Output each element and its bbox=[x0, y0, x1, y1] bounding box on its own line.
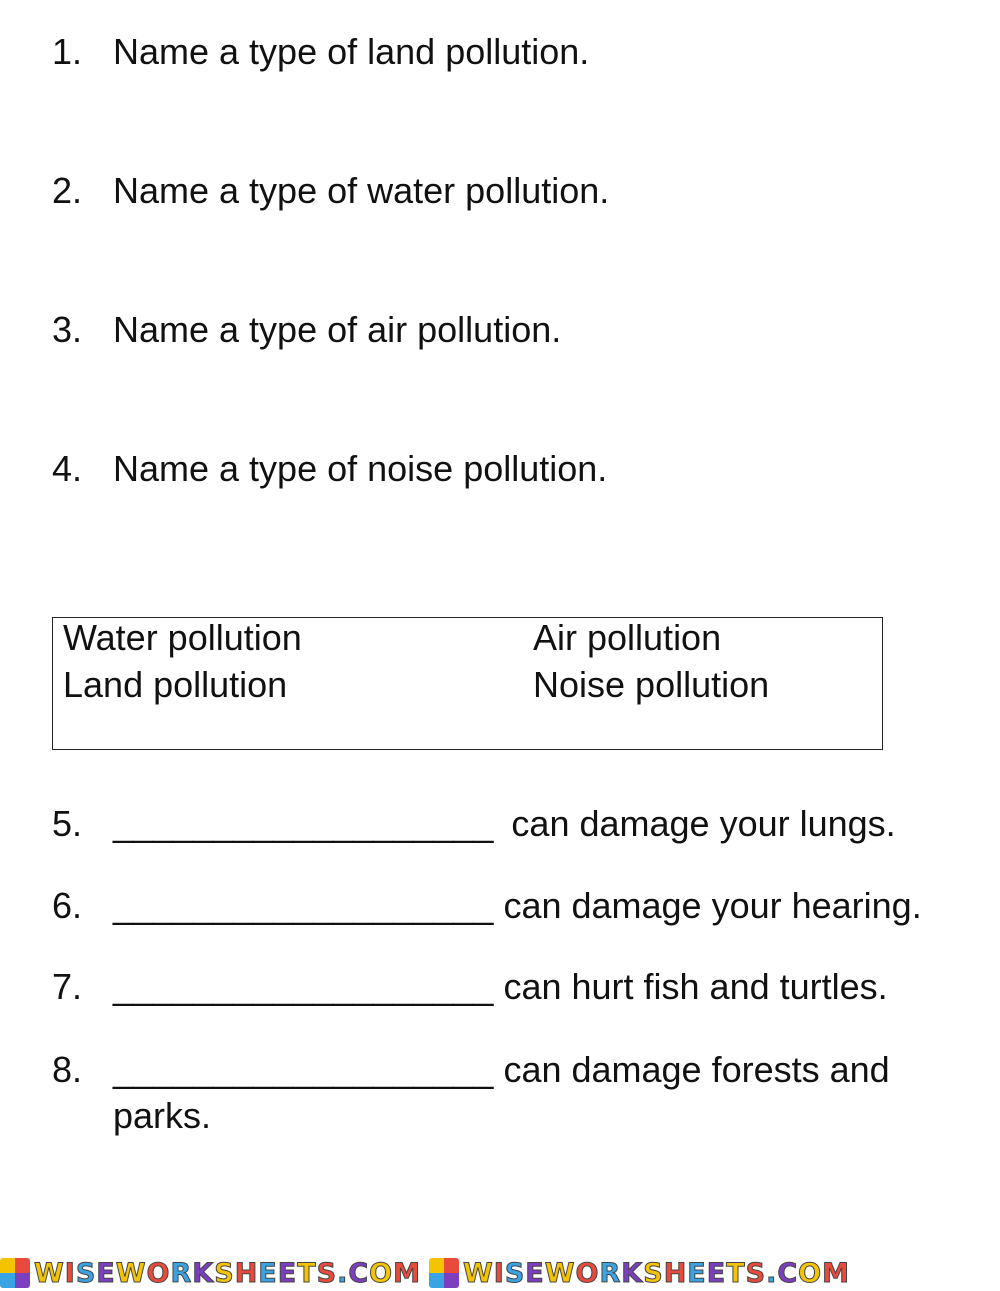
fill-in-number: 8. bbox=[52, 1049, 83, 1090]
fill-in-text: can damage forests and bbox=[503, 1049, 890, 1090]
word-bank bbox=[52, 617, 883, 750]
watermark-logo-icon bbox=[0, 1258, 30, 1288]
question-number: 2. bbox=[52, 170, 83, 211]
fill-in-7 bbox=[52, 965, 888, 1009]
word-bank-item: Noise pollution bbox=[533, 664, 770, 705]
question-text: Name a type of noise pollution. bbox=[113, 448, 608, 489]
fill-in-text: can damage your hearing. bbox=[503, 885, 922, 926]
fill-in-number: 5. bbox=[52, 803, 83, 844]
word-bank-item: Land pollution bbox=[63, 664, 288, 705]
fill-in-8 bbox=[52, 1048, 890, 1092]
watermark-brand bbox=[0, 1258, 421, 1289]
fill-in-number: 6. bbox=[52, 885, 83, 926]
fill-in-6 bbox=[52, 884, 922, 928]
fill-in-number: 7. bbox=[52, 966, 83, 1007]
watermark-text: WISEWORKSHEETS.COM bbox=[463, 1257, 850, 1289]
question-number: 3. bbox=[52, 309, 83, 350]
watermark-text: WISEWORKSHEETS.COM bbox=[34, 1257, 421, 1289]
question-text: Name a type of air pollution. bbox=[113, 309, 562, 350]
question-1 bbox=[52, 30, 589, 74]
question-4 bbox=[52, 447, 607, 491]
fill-in-text: can damage your lungs. bbox=[511, 803, 896, 844]
answer-blank[interactable]: ___________________ bbox=[113, 966, 494, 1007]
answer-blank[interactable]: ___________________ bbox=[113, 885, 494, 926]
answer-blank[interactable]: ___________________ bbox=[113, 1049, 494, 1090]
word-bank-item: Water pollution bbox=[63, 617, 302, 658]
watermark-footer bbox=[0, 1255, 1000, 1291]
watermark-logo-icon bbox=[429, 1258, 459, 1288]
question-text: Name a type of land pollution. bbox=[113, 31, 590, 72]
question-2 bbox=[52, 169, 609, 213]
watermark-brand bbox=[429, 1258, 850, 1289]
question-3 bbox=[52, 308, 561, 352]
fill-in-continuation: parks. bbox=[113, 1095, 212, 1136]
word-bank-item: Air pollution bbox=[533, 617, 722, 658]
answer-blank[interactable]: ___________________ bbox=[113, 803, 494, 844]
question-text: Name a type of water pollution. bbox=[113, 170, 610, 211]
fill-in-5 bbox=[52, 802, 896, 846]
fill-in-text: can hurt fish and turtles. bbox=[503, 966, 888, 1007]
question-number: 4. bbox=[52, 448, 83, 489]
question-number: 1. bbox=[52, 31, 83, 72]
